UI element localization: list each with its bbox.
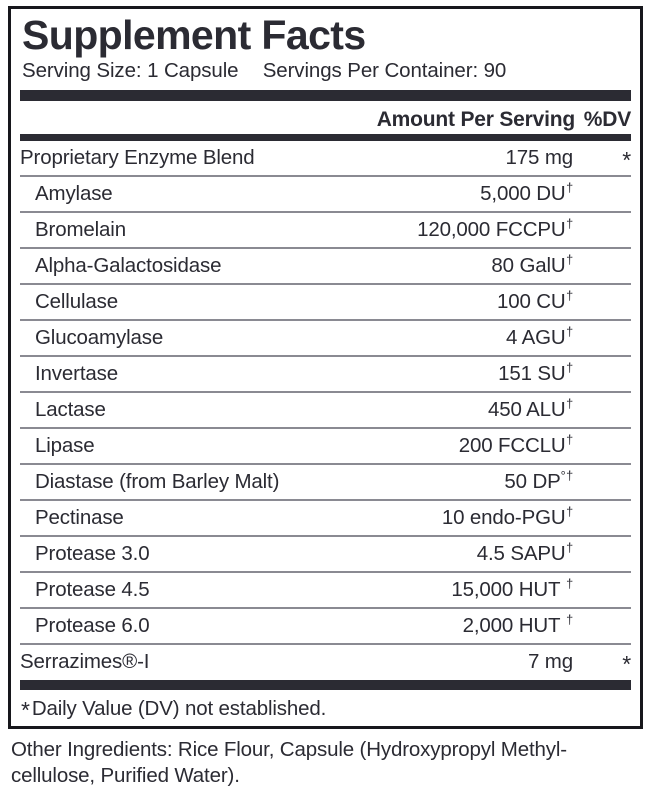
dagger-marker: † bbox=[566, 539, 573, 555]
table-row bbox=[20, 393, 631, 427]
table-row bbox=[20, 573, 631, 607]
ingredient-name: Lipase bbox=[35, 433, 95, 457]
dagger-marker: † bbox=[566, 431, 573, 447]
ingredient-amount: 4.5 SAPU† bbox=[476, 539, 573, 565]
table-row bbox=[20, 357, 631, 391]
ingredient-name: Amylase bbox=[35, 181, 113, 205]
table-row bbox=[20, 285, 631, 319]
ingredient-amount: 120,000 FCCPU† bbox=[417, 215, 573, 241]
ingredient-amount: 10 endo-PGU† bbox=[441, 503, 573, 529]
table-row bbox=[20, 501, 631, 535]
ingredient-name: Glucoamylase bbox=[35, 325, 164, 349]
servings-per-container: Servings Per Container: 90 bbox=[262, 59, 507, 83]
ingredient-name: Serrazimes®-I bbox=[20, 649, 150, 673]
dagger-marker: † bbox=[566, 323, 573, 339]
ingredient-amount: 100 CU† bbox=[496, 287, 573, 313]
footnote-divider-thick bbox=[20, 680, 631, 690]
dagger-marker: † bbox=[566, 179, 573, 195]
panel-title: Supplement Facts bbox=[22, 12, 366, 58]
dagger-marker: † bbox=[566, 467, 573, 483]
ingredient-name: Protease 4.5 bbox=[35, 577, 150, 601]
table-row bbox=[20, 177, 631, 211]
ingredient-dv bbox=[575, 144, 631, 174]
supplement-facts-panel bbox=[8, 6, 643, 729]
ingredient-name: Invertase bbox=[35, 361, 118, 385]
dagger-marker: † bbox=[566, 575, 573, 591]
ingredient-amount: 80 GalU† bbox=[491, 251, 573, 277]
dv-asterisk: * bbox=[622, 147, 631, 174]
ingredient-name: Bromelain bbox=[35, 217, 126, 241]
ingredient-amount: 2,000 HUT † bbox=[462, 611, 573, 637]
amount-per-serving-header: Amount Per Serving bbox=[376, 107, 575, 131]
column-headers bbox=[20, 101, 631, 133]
serving-info bbox=[22, 58, 631, 84]
ingredient-amount: 7 mg bbox=[528, 649, 573, 673]
table-row bbox=[20, 321, 631, 355]
table-row bbox=[20, 429, 631, 463]
percent-dv-header: %DV bbox=[583, 107, 631, 131]
footnote-marker: * bbox=[21, 696, 30, 723]
ingredient-amount: 151 SU† bbox=[498, 359, 573, 385]
table-row bbox=[20, 465, 631, 499]
table-row bbox=[20, 141, 631, 175]
ingredient-amount: 50 DP°† bbox=[504, 467, 573, 493]
other-ingredients: Other Ingredients: Rice Flour, Capsule (Hydroxypropyl Methyl-cellulose, Purified Water). bbox=[11, 737, 567, 788]
column-header-divider bbox=[20, 134, 631, 141]
table-row bbox=[20, 213, 631, 247]
nutrient-rows bbox=[20, 141, 631, 679]
degree-marker: ° bbox=[560, 467, 566, 483]
ingredient-name: Cellulase bbox=[35, 289, 118, 313]
dagger-marker: † bbox=[566, 287, 573, 303]
table-row bbox=[20, 645, 631, 679]
dagger-marker: † bbox=[566, 251, 573, 267]
dagger-marker: † bbox=[566, 503, 573, 519]
dagger-marker: † bbox=[566, 395, 573, 411]
ingredient-amount: 4 AGU† bbox=[505, 323, 573, 349]
ingredient-name: Protease 6.0 bbox=[35, 613, 150, 637]
dagger-marker: † bbox=[566, 611, 573, 627]
table-row bbox=[20, 537, 631, 571]
serving-size: Serving Size: 1 Capsule bbox=[22, 59, 239, 83]
ingredient-name: Proprietary Enzyme Blend bbox=[20, 145, 255, 169]
footnote bbox=[20, 690, 631, 726]
dagger-marker: † bbox=[566, 215, 573, 231]
ingredient-amount: 175 mg bbox=[505, 145, 573, 169]
ingredient-name: Alpha-Galactosidase bbox=[35, 253, 222, 277]
dagger-marker: † bbox=[566, 359, 573, 375]
ingredient-amount: 200 FCCLU† bbox=[458, 431, 573, 457]
ingredient-amount: 450 ALU† bbox=[487, 395, 573, 421]
ingredient-dv bbox=[575, 648, 631, 678]
ingredient-name: Protease 3.0 bbox=[35, 541, 150, 565]
table-row bbox=[20, 609, 631, 643]
ingredient-amount: 15,000 HUT † bbox=[451, 575, 573, 601]
dv-asterisk: * bbox=[622, 651, 631, 678]
footnote-text: Daily Value (DV) not established. bbox=[31, 696, 327, 720]
ingredient-name: Pectinase bbox=[35, 505, 124, 529]
header-divider-thick bbox=[20, 90, 631, 101]
table-row bbox=[20, 249, 631, 283]
ingredient-name: Diastase (from Barley Malt) bbox=[35, 469, 280, 493]
ingredient-name: Lactase bbox=[35, 397, 106, 421]
ingredient-amount: 5,000 DU† bbox=[480, 179, 573, 205]
